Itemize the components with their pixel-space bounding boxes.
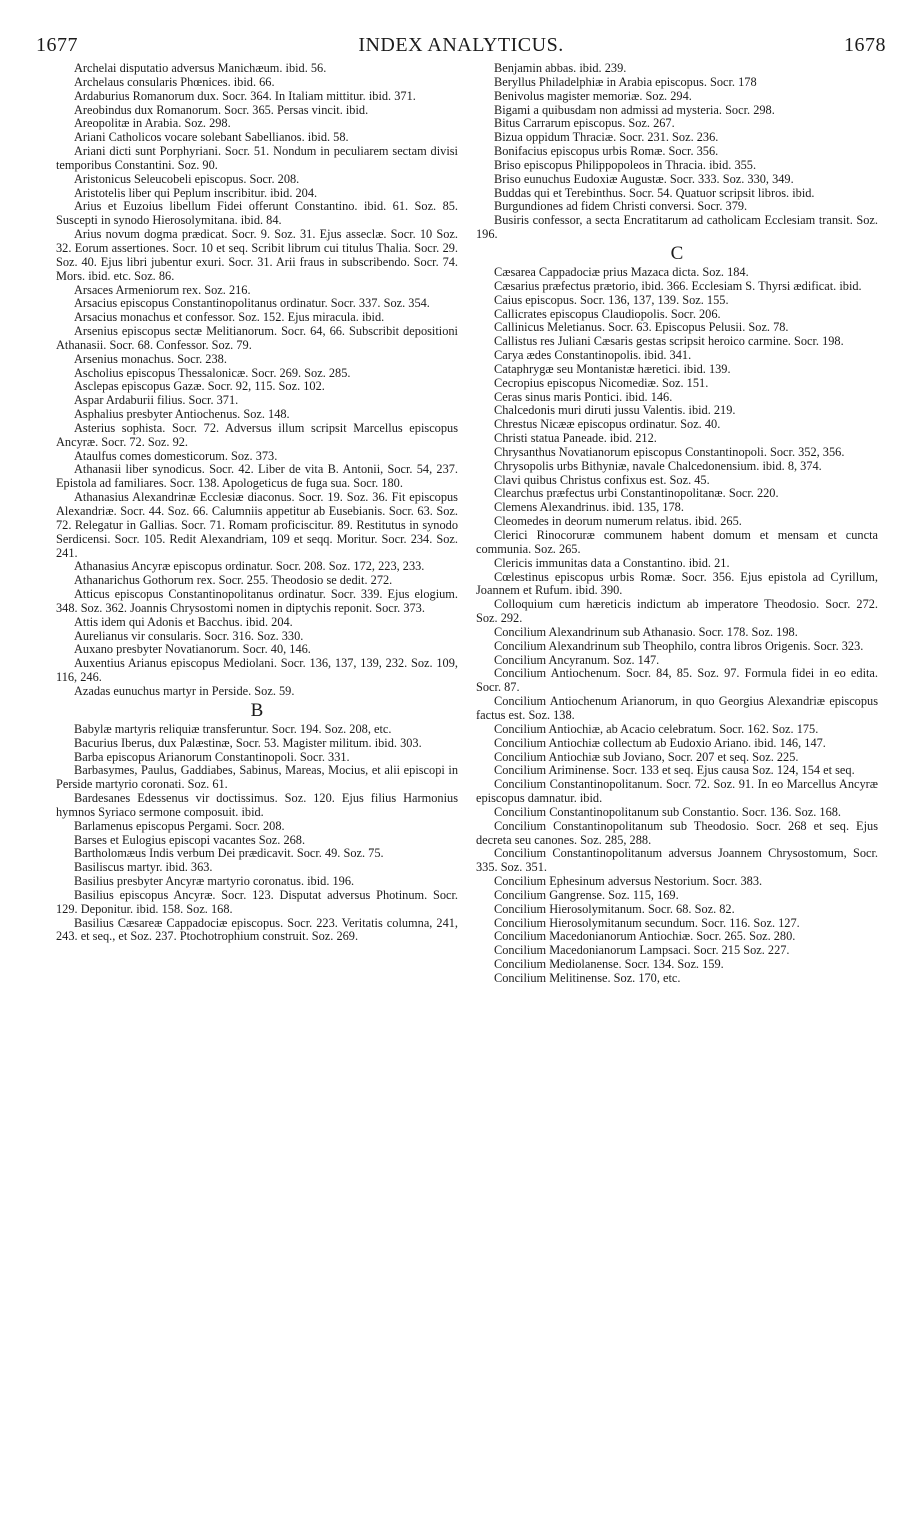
entries-a <box>56 62 458 699</box>
index-entry: Buddas qui et Terebinthus. Socr. 54. Quatuor scripsit libros. ibid. <box>494 185 815 200</box>
index-entry: Azadas eunuchus martyr in Perside. Soz. 59. <box>74 683 295 698</box>
index-entry: Carya ædes Constantinopolis. ibid. 341. <box>494 348 692 363</box>
index-entry: Cæsarea Cappadociæ prius Mazaca dicta. Soz. 184. <box>494 264 749 279</box>
left-column <box>56 62 458 1518</box>
index-entry: Arsacius monachus et confessor. Soz. 152. Ejus miracula. ibid. <box>74 310 385 325</box>
index-entry: Ceras sinus maris Pontici. ibid. 146. <box>494 389 673 404</box>
section-letter-c: C <box>670 242 684 264</box>
index-entry: Bigami a quibusdam non admissi ad mysteria. Socr. 298. <box>494 102 775 117</box>
index-entry: Athanasii liber synodicus. Socr. 42. Liber de vita B. Antonii, Socr. 54, 237. Epistola ad familiares. Socr. 138. Apologeticus de fuga sua. Socr. 180. <box>56 462 458 491</box>
index-entry: Auxano presbyter Novatianorum. Socr. 40, 146. <box>74 642 311 657</box>
index-entry: Ariani Catholicos vocare solebant Sabellianos. ibid. 58. <box>74 130 349 145</box>
index-entry: Concilium Antiochiæ sub Joviano, Socr. 207 et seq. Soz. 225. <box>494 749 799 764</box>
index-entry: Chalcedonis muri diruti jussu Valentis. ibid. 219. <box>494 403 736 418</box>
index-entry: Bonifacius episcopus urbis Romæ. Socr. 356. <box>494 144 719 159</box>
index-entry: Ataulfus comes domesticorum. Soz. 373. <box>74 448 278 463</box>
index-entry: Concilium Antiochiæ, ab Acacio celebratum. Socr. 162. Soz. 175. <box>494 721 819 736</box>
index-entry: Benivolus magister memoriæ. Soz. 294. <box>494 88 692 103</box>
index-entry: Asterius sophista. Socr. 72. Adversus illum scripsit Marcellus episcopus Ancyræ. Socr. 72. Soz. 92. <box>56 420 458 449</box>
index-entry: Briso eunuchus Eudoxiæ Augustæ. Socr. 333. Soz. 330, 349. <box>494 171 794 186</box>
index-entry: Concilium Gangrense. Soz. 115, 169. <box>494 887 679 902</box>
index-entry: Clearchus præfectus urbi Constantinopolitanæ. Socr. 220. <box>494 486 779 501</box>
index-entry: Aurelianus vir consularis. Socr. 316. Soz. 330. <box>74 628 304 643</box>
index-entry: Concilium Constantinopolitanum sub Constantio. Socr. 136. Soz. 168. <box>494 804 841 819</box>
index-entry: Concilium Macedonianorum Antiochiæ. Socr. 265. Soz. 280. <box>494 929 796 944</box>
index-entry: Asphalius presbyter Antiochenus. Soz. 148. <box>74 407 290 422</box>
index-entry: Cleomedes in deorum numerum relatus. ibid. 265. <box>494 514 742 529</box>
index-entry: Callistus res Juliani Cæsaris gestas scripsit heroico carmine. Socr. 198. <box>494 334 844 349</box>
page-number-right: 1678 <box>844 34 886 56</box>
index-entry: Arius et Euzoius libellum Fidei offerunt Constantino. ibid. 61. Soz. 85. Suscepti in synodo Hierosolymitana. ibid. 84. <box>56 199 458 228</box>
index-entry: Arsacius episcopus Constantinopolitanus ordinatur. Socr. 337. Soz. 354. <box>74 296 430 311</box>
index-entry: Cataphrygæ seu Montanistæ hæretici. ibid. 139. <box>494 361 731 376</box>
index-entry: Concilium Constantinopolitanum adversus Joannem Chrysostomum, Socr. 335. Soz. 351. <box>476 846 878 875</box>
index-entry: Arsenius monachus. Socr. 238. <box>74 351 227 366</box>
index-entry: Basilius presbyter Ancyræ martyrio coronatus. ibid. 196. <box>74 874 355 889</box>
entries-b-continued <box>476 62 878 242</box>
index-entry: Aristonicus Seleucobeli episcopus. Socr. 208. <box>74 171 300 186</box>
index-entry: Arius novum dogma prædicat. Socr. 9. Soz. 31. Ejus asseclæ. Socr. 10 Soz. 32. Eorum assertiones. Socr. 10 et seq. Scribit librum cui titulus Thalia. Socr. 29. Soz. 40. Ejus libri jubentur exuri. Socr. 31. Arii fraus in subscribendo. Socr. 74. Mors. ibid. etc. Soz. 86. <box>56 227 458 283</box>
index-entry: Concilium Mediolanense. Socr. 134. Soz. 159. <box>494 957 724 972</box>
index-entry: Barses et Eulogius episcopi vacantes Soz. 268. <box>74 832 306 847</box>
index-entry: Areopolitæ in Arabia. Soz. 298. <box>74 116 231 131</box>
index-entry: Chrysopolis urbs Bithyniæ, navale Chalcedonensium. ibid. 8, 374. <box>494 458 822 473</box>
index-entry: Areobindus dux Romanorum. Socr. 365. Persas vincit. ibid. <box>74 102 369 117</box>
index-entry: Cœlestinus episcopus urbis Romæ. Socr. 356. Ejus epistola ad Cyrillum, Joannem et Rufum. ibid. 390. <box>476 569 878 598</box>
index-entry: Concilium Melitinense. Soz. 170, etc. <box>494 971 681 985</box>
index-entry: Cecropius episcopus Nicomediæ. Soz. 151. <box>494 375 709 390</box>
index-entry: Concilium Alexandrinum sub Athanasio. Socr. 178. Soz. 198. <box>494 624 798 639</box>
index-entry: Basiliscus martyr. ibid. 363. <box>74 860 213 875</box>
index-entry: Bitus Carrarum episcopus. Soz. 267. <box>494 116 675 131</box>
index-entry: Arsaces Armeniorum rex. Soz. 216. <box>74 282 251 297</box>
page-header <box>36 34 886 58</box>
index-entry: Concilium Hierosolymitanum. Socr. 68. Soz. 82. <box>494 901 735 916</box>
index-entry: Clerici Rinocoruræ communem habent domum et mensam et cuncta communia. Soz. 265. <box>476 528 878 556</box>
index-entry: Christi statua Paneade. ibid. 212. <box>494 431 657 446</box>
index-entry: Babylæ martyris reliquiæ transferuntur. Socr. 194. Soz. 208, etc. <box>74 721 392 736</box>
index-entry: Concilium Constantinopolitanum. Socr. 72. Soz. 91. In eo Marcellus Ancyræ episcopus damnatur. ibid. <box>476 777 878 806</box>
index-entry: Concilium Macedonianorum Lampsaci. Socr. 215 Soz. 227. <box>494 943 790 958</box>
index-entry: Atticus episcopus Constantinopolitanus ordinatur. Socr. 339. Ejus elogium. 348. Soz. 362. Joannis Chrysostomi nomen in diptychis reponit. Socr. 373. <box>56 587 458 615</box>
index-entry: Asclepas episcopus Gazæ. Socr. 92, 115. Soz. 102. <box>74 379 325 394</box>
index-entry: Concilium Antiochenum. Socr. 84, 85. Soz. 97. Formula fidei in eo edita. Socr. 87. <box>476 666 878 695</box>
index-entry: Concilium Antiochiæ collectum ab Eudoxio Ariano. ibid. 146, 147. <box>494 735 826 750</box>
index-entry: Benjamin abbas. ibid. 239. <box>494 62 627 75</box>
index-entry: Ariani dicti sunt Porphyriani. Socr. 51. Nondum in peculiarem sectam divisi temporibus Constantini. Soz. 90. <box>56 144 458 172</box>
index-entry: Bacurius Iberus, dux Palæstinæ, Socr. 53. Magister militum. ibid. 303. <box>74 735 422 750</box>
index-entry: Cæsarius præfectus prætorio, ibid. 366. Ecclesiam S. Thyrsi ædificat. ibid. <box>494 278 862 293</box>
index-entry: Callinicus Meletianus. Socr. 63. Episcopus Pelusii. Soz. 78. <box>494 320 789 335</box>
section-letter-b: B <box>250 699 264 721</box>
index-entry: Bizua oppidum Thraciæ. Socr. 231. Soz. 236. <box>494 130 719 145</box>
running-title: INDEX ANALYTICUS. <box>358 34 564 56</box>
index-entry: Concilium Ancyranum. Soz. 147. <box>494 652 660 667</box>
page-number-left: 1677 <box>36 34 78 56</box>
index-entry: Callicrates episcopus Claudiopolis. Socr. 206. <box>494 306 721 321</box>
index-entry: Ascholius episcopus Thessalonicæ. Socr. 269. Soz. 285. <box>74 365 351 380</box>
index-entry: Concilium Ariminense. Socr. 133 et seq. Ejus causa Soz. 124, 154 et seq. <box>494 763 855 778</box>
index-entry: Basilius episcopus Ancyræ. Socr. 123. Disputat adversus Photinum. Socr. 129. Deponitur. ibid. 158. Soz. 168. <box>56 887 458 916</box>
index-entry: Concilium Alexandrinum sub Theophilo, contra libros Origenis. Socr. 323. <box>494 638 864 653</box>
index-entry: Caius episcopus. Socr. 136, 137, 139. Soz. 155. <box>494 292 729 307</box>
index-entry: Aristotelis liber qui Peplum inscribitur. ibid. 204. <box>74 185 318 200</box>
index-entry: Briso episcopus Philippopoleos in Thracia. ibid. 355. <box>494 157 757 172</box>
index-entry: Barlamenus episcopus Pergami. Socr. 208. <box>74 818 285 833</box>
right-column <box>476 62 878 1518</box>
index-entry: Concilium Hierosolymitanum secundum. Socr. 116. Soz. 127. <box>494 915 800 930</box>
entries-c <box>476 266 878 986</box>
index-entry: Burgundiones ad fidem Christi conversi. Socr. 379. <box>494 199 748 214</box>
index-entry: Concilium Constantinopolitanum sub Theodosio. Socr. 268 et seq. Ejus decreta seu canones. Soz. 285, 288. <box>476 818 878 847</box>
index-entry: Concilium Ephesinum adversus Nestorium. Socr. 383. <box>494 874 763 889</box>
index-entry: Beryllus Philadelphiæ in Arabia episcopus. Socr. 178 <box>494 74 757 89</box>
index-entry: Archelai disputatio adversus Manichæum. ibid. 56. <box>74 62 327 75</box>
index-entry: Chrysanthus Novatianorum episcopus Constantinopoli. Socr. 352, 356. <box>494 444 845 459</box>
index-entry: Bardesanes Edessenus vir doctissimus. Soz. 120. Ejus filius Harmonius hymnos Syriaco sermone composuit. ibid. <box>56 791 458 819</box>
index-entry: Athanarichus Gothorum rex. Socr. 255. Theodosio se dedit. 272. <box>74 573 393 588</box>
index-entry: Auxentius Arianus episcopus Mediolani. Socr. 136, 137, 139, 232. Soz. 109, 116, 246. <box>56 656 458 685</box>
index-entry: Ardaburius Romanorum dux. Socr. 364. In Italiam mittitur. ibid. 371. <box>74 88 416 103</box>
index-entry: Clemens Alexandrinus. ibid. 135, 178. <box>494 500 684 515</box>
index-entry: Barba episcopus Arianorum Constantinopoli. Socr. 331. <box>74 749 350 764</box>
index-entry: Arsenius episcopus sectæ Melitianorum. Socr. 64, 66. Subscribit depositioni Athanasii. Socr. 68. Confessor. Soz. 79. <box>56 324 458 352</box>
index-entry: Chrestus Nicææ episcopus ordinatur. Soz. 40. <box>494 417 721 432</box>
index-entry: Aspar Ardaburii filius. Socr. 371. <box>74 393 239 408</box>
index-entry: Clavi quibus Christus confixus est. Soz. 45. <box>494 472 710 487</box>
entries-b <box>56 723 458 945</box>
index-entry: Athanasius Ancyræ episcopus ordinatur. Socr. 208. Soz. 172, 223, 233. <box>74 559 425 574</box>
index-entry: Basilius Cæsareæ Cappadociæ episcopus. Socr. 223. Veritatis columna, 241, 243. et seq., et Soz. 237. Ptochotrophium construit. Soz. 269. <box>56 915 458 944</box>
index-entry: Concilium Antiochenum Arianorum, in quo Georgius Alexandriæ episcopus factus est. Soz. 138. <box>476 694 878 722</box>
index-entry: Athanasius Alexandrinæ Ecclesiæ diaconus. Socr. 19. Soz. 36. Fit episcopus Alexandriæ. Socr. 44. Soz. 66. Calumniis appetitur ab Eusebianis. Socr. 63. Soz. 72. Relegatur in Gallias. Socr. 71. Romam proficiscitur. 89. Restitutus in synodo Serdicensi. Socr. 105. Redit Alexandriam, 109 et seqq. Moritur. Socr. 234. Soz. 241. <box>56 490 458 560</box>
index-entry: Barbasymes, Paulus, Gaddiabes, Sabinus, Mareas, Mocius, et alii episcopi in Perside martyrio coronati. Soz. 61. <box>56 763 458 792</box>
index-entry: Attis idem qui Adonis et Bacchus. ibid. 204. <box>74 614 293 629</box>
index-entry: Archelaus consularis Phœnices. ibid. 66. <box>74 74 275 89</box>
index-entry: Busiris confessor, a secta Encratitarum ad catholicam Ecclesiam transit. Soz. 196. <box>476 213 878 242</box>
index-entry: Colloquium cum hæreticis indictum ab imperatore Theodosio. Socr. 272. Soz. 292. <box>476 597 878 626</box>
index-entry: Clericis immunitas data a Constantino. ibid. 21. <box>494 555 730 570</box>
index-entry: Bartholomæus Indis verbum Dei prædicavit. Socr. 49. Soz. 75. <box>74 846 384 861</box>
